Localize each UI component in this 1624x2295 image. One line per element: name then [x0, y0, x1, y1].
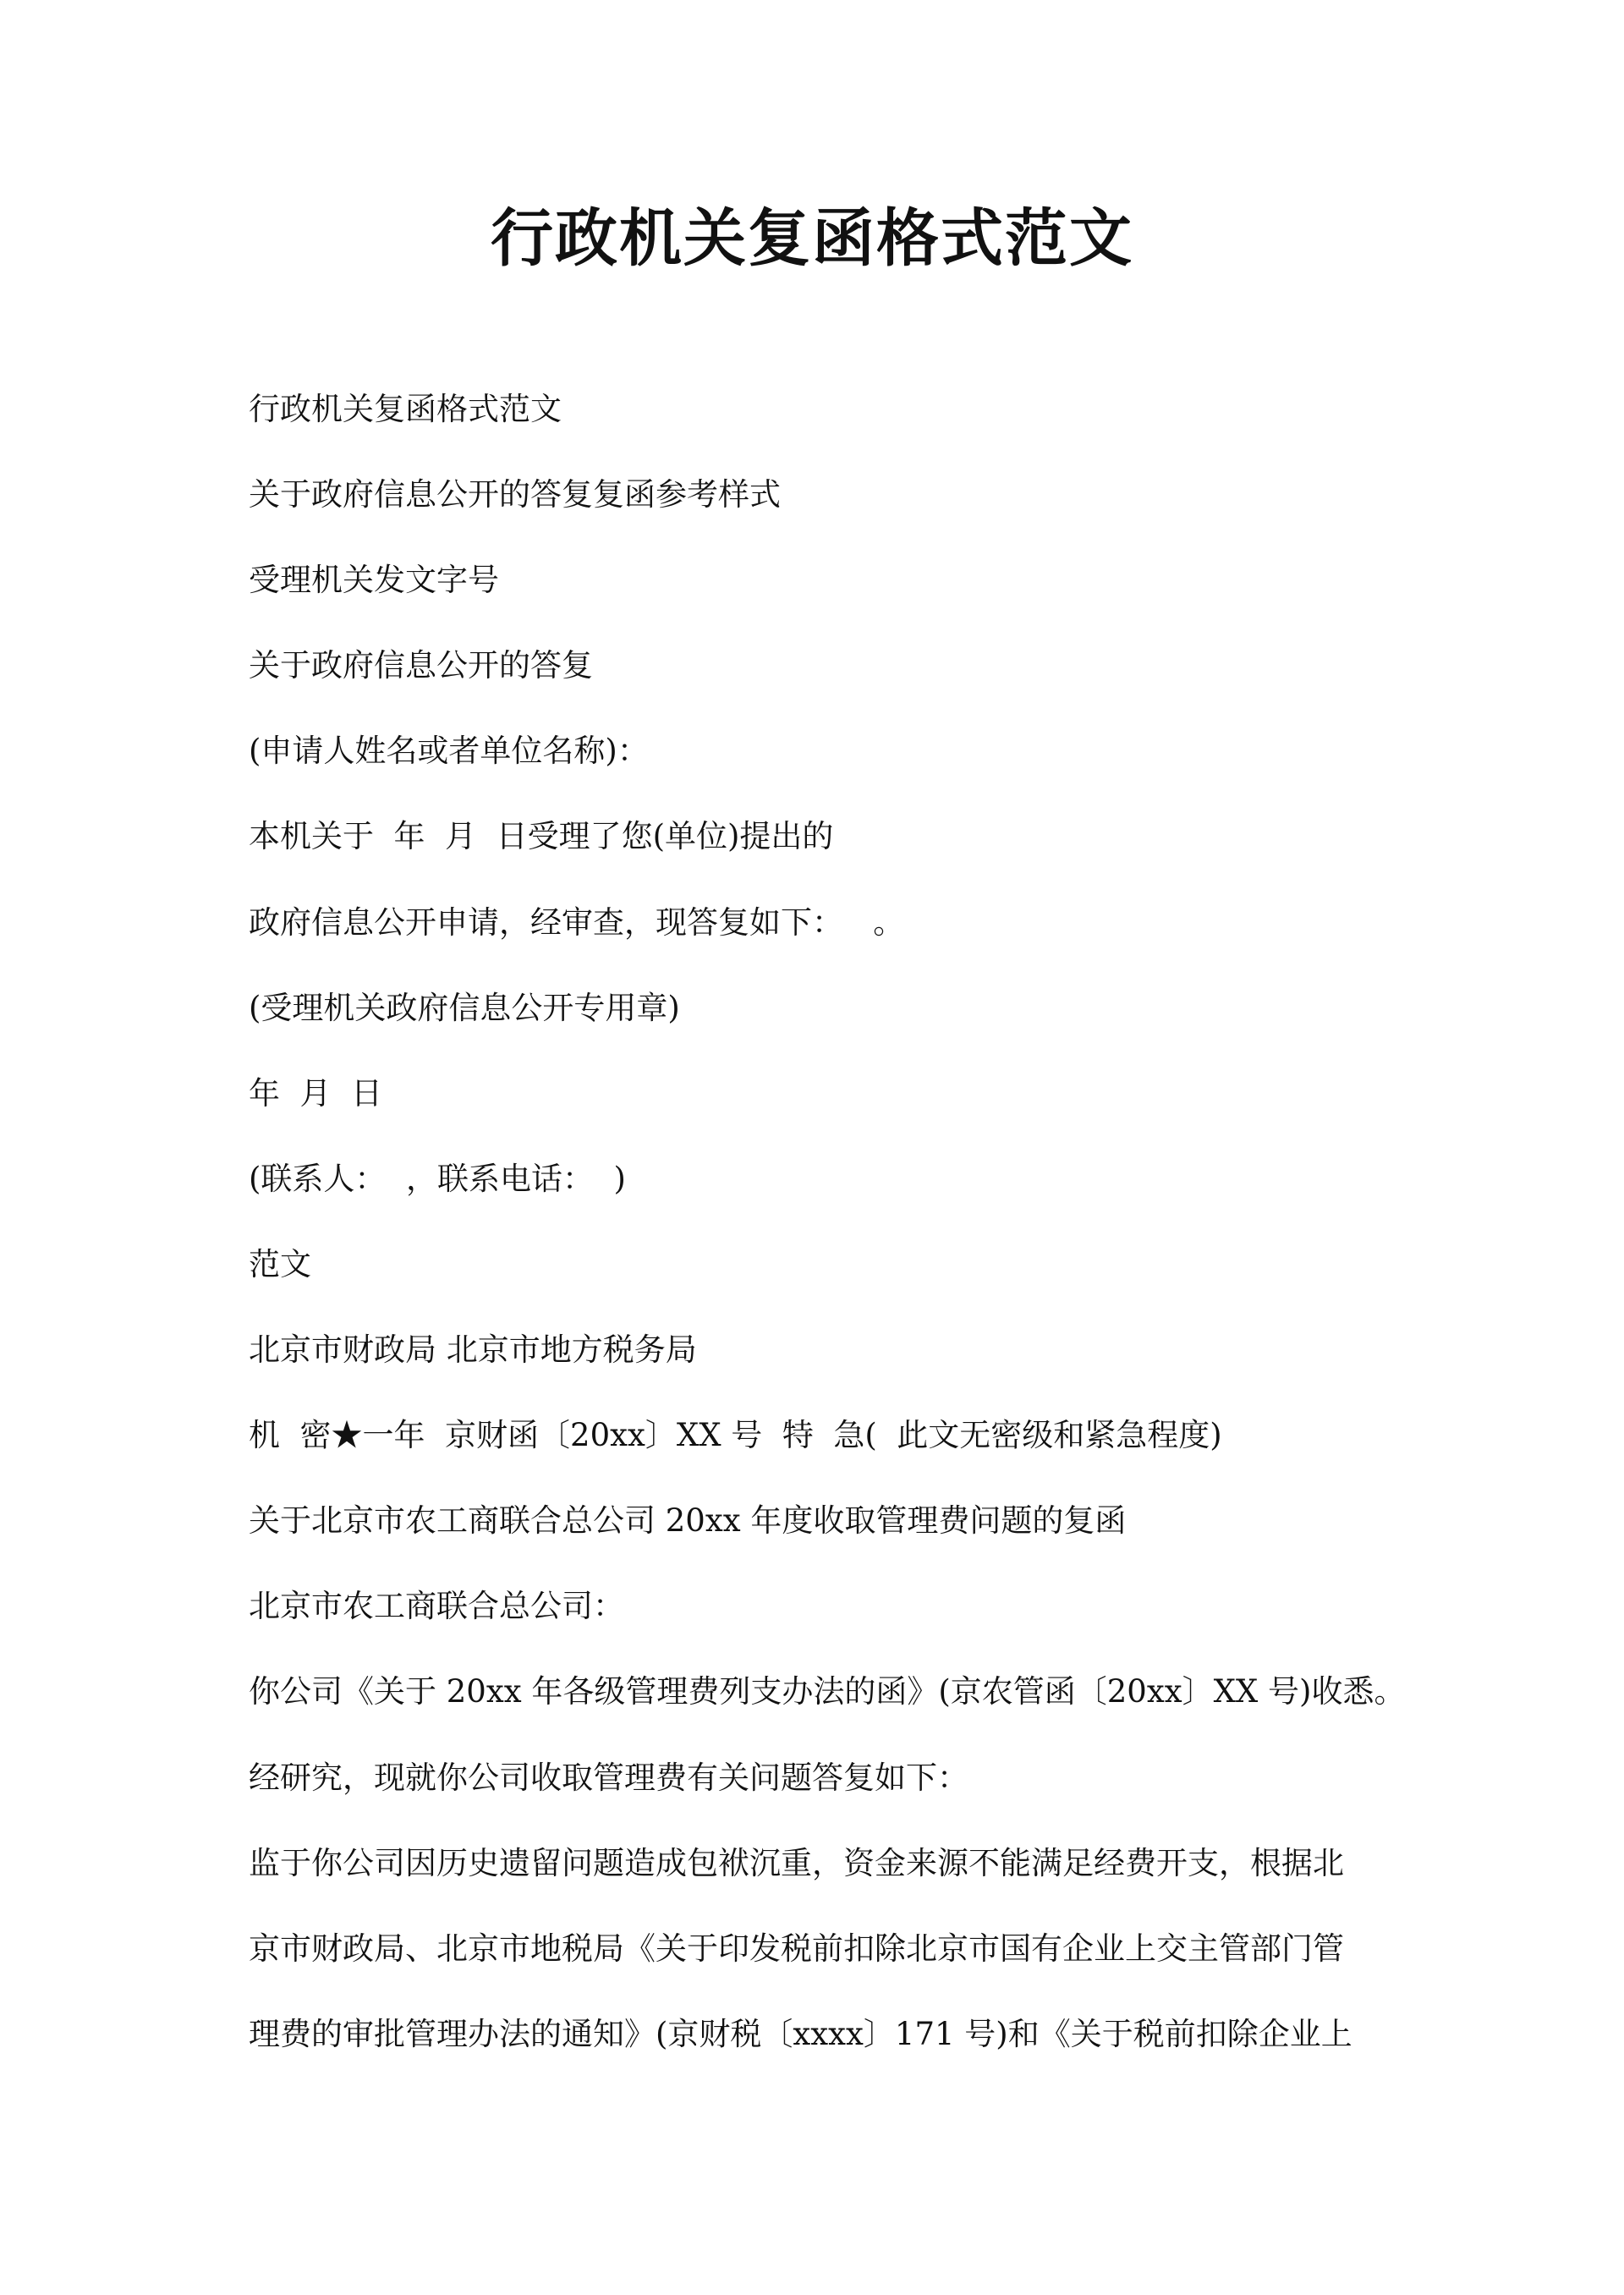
body-line: 关于政府信息公开的答复复函参考样式 [249, 476, 781, 513]
body-line: 经研究，现就你公司收取管理费有关问题答复如下： [249, 1759, 968, 1796]
body-line: 政府信息公开申请，经审查，现答复如下： 。 [249, 903, 905, 941]
document-body [249, 376, 1406, 2086]
body-line: 范文 [249, 1245, 311, 1282]
body-line: 年 月 日 [249, 1074, 383, 1112]
body-line: 理费的审批管理办法的通知》(京财税〔xxxx〕171 号)和《关于税前扣除企业上 [249, 2015, 1352, 2052]
body-line: 北京市财政局 北京市地方税务局 [249, 1331, 697, 1369]
document-title: 行政机关复函格式范文 [491, 202, 1133, 275]
body-line: 北京市农工商联合总公司： [249, 1588, 624, 1625]
body-line: (受理机关政府信息公开专用章) [249, 989, 680, 1026]
body-line: 本机关于 年 月 日受理了您(单位)提出的 [249, 818, 834, 855]
body-line: 监于你公司因历史遗留问题造成包袱沉重，资金来源不能满足经费开支，根据北 [249, 1844, 1344, 1881]
body-line: 行政机关复函格式范文 [249, 391, 562, 427]
body-line: 关于政府信息公开的答复 [249, 647, 593, 684]
body-line: 关于北京市农工商联合总公司 20xx 年度收取管理费问题的复函 [249, 1502, 1127, 1540]
body-line: 京市财政局、北京市地税局《关于印发税前扣除北京市国有企业上交主管部门管 [249, 1930, 1344, 1967]
body-line: (申请人姓名或者单位名称)： [249, 733, 649, 770]
body-line: 机 密★一年 京财函〔20xx〕XX 号 特 急( 此文无密级和紧急程度) [249, 1417, 1222, 1454]
body-line: 你公司《关于 20xx 年各级管理费列支办法的函》(京农管函〔20xx〕XX 号)收悉。 [249, 1673, 1406, 1710]
body-line: (联系人： ，联系电话： ) [249, 1160, 626, 1197]
body-line: 受理机关发文字号 [249, 562, 499, 599]
